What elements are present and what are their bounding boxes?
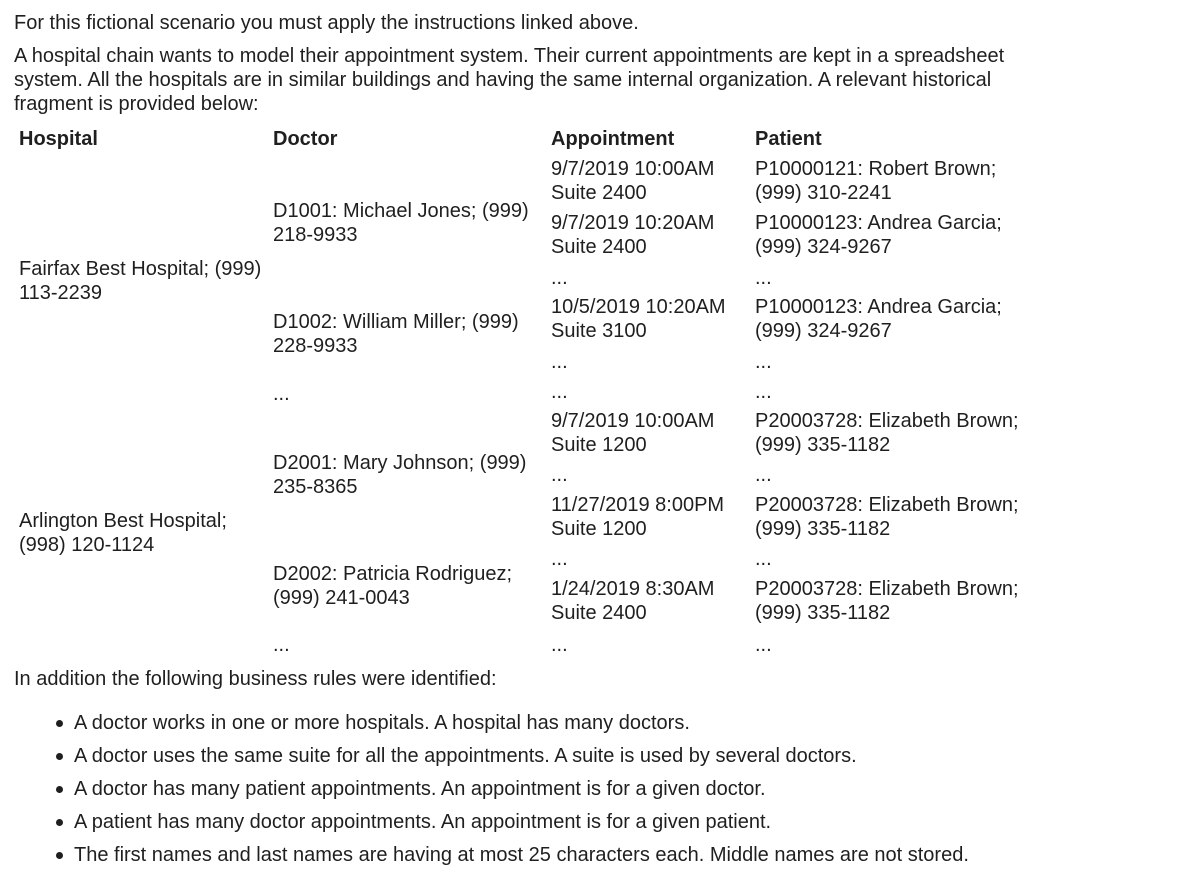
appointment-cell [551, 463, 568, 487]
hospital-name: Arlington Best Hospital; [19, 510, 227, 532]
appointment-datetime: 10/5/2019 10:20AM [551, 296, 726, 318]
patient-name: ... [755, 351, 772, 373]
header-appointment: Appointment [551, 128, 675, 150]
appointment-datetime: ... [551, 351, 568, 373]
patient-cell [755, 577, 1019, 625]
appointment-suite: Suite 3100 [551, 320, 647, 342]
appointment-cell [551, 211, 714, 259]
doctor-name: D1001: Michael Jones; (999) [273, 200, 529, 222]
header-doctor: Doctor [273, 128, 338, 150]
doctor-name: D2002: Patricia Rodriguez; [273, 563, 513, 585]
doctor-cell [273, 562, 512, 610]
patient-cell [755, 157, 996, 205]
business-rules-intro: In addition the following business rules were identified: [14, 668, 497, 690]
appointment-cell [551, 295, 726, 343]
patient-cell [755, 633, 772, 657]
rule-text: The first names and last names are having at most 25 characters each. Middle names are not stored. [74, 844, 969, 866]
doctor-name: ... [273, 634, 290, 656]
doctor-cell [273, 310, 519, 358]
appointment-suite: Suite 1200 [551, 434, 647, 456]
hospital-cell [19, 509, 227, 557]
patient-name: ... [755, 634, 772, 656]
appointment-datetime: ... [551, 267, 568, 289]
patient-phone: (999) 324-9267 [755, 236, 892, 258]
rule-text: A patient has many doctor appointments. An appointment is for a given patient. [74, 811, 772, 833]
appointment-suite: Suite 1200 [551, 518, 647, 540]
rule-text: A doctor works in one or more hospitals. A hospital has many doctors. [74, 712, 690, 734]
list-item [14, 810, 969, 843]
header-patient: Patient [755, 128, 822, 150]
patient-name: P20003728: Elizabeth Brown; [755, 410, 1019, 432]
list-item [14, 744, 969, 777]
patient-name: P20003728: Elizabeth Brown; [755, 494, 1019, 516]
hospital-phone: (998) 120-1124 [19, 534, 155, 556]
patient-name: ... [755, 381, 772, 403]
patient-phone: (999) 335-1182 [755, 518, 891, 540]
patient-phone: (999) 335-1182 [755, 602, 891, 624]
patient-cell [755, 547, 772, 571]
rule-text: A doctor uses the same suite for all the appointments. A suite is used by several doctors. [74, 745, 857, 767]
appointment-datetime: 9/7/2019 10:00AM [551, 158, 715, 180]
appointment-cell [551, 409, 714, 457]
appointment-suite: Suite 2400 [551, 182, 647, 204]
patient-cell [755, 295, 1002, 343]
appointment-cell [551, 350, 568, 374]
list-item [14, 711, 969, 744]
appointment-datetime: 1/24/2019 8:30AM [551, 578, 715, 600]
bullet-icon [56, 753, 63, 760]
patient-phone: (999) 324-9267 [755, 320, 892, 342]
bullet-icon [56, 720, 63, 727]
appointment-cell [551, 157, 714, 205]
appointment-datetime: ... [551, 634, 568, 656]
appointment-suite: Suite 2400 [551, 602, 647, 624]
doctor-name: D1002: William Miller; (999) [273, 311, 519, 333]
patient-name: P10000123: Andrea Garcia; [755, 296, 1002, 318]
patient-cell [755, 380, 772, 404]
doctor-cell [273, 451, 526, 499]
appointment-datetime: ... [551, 381, 568, 403]
bullet-icon [56, 786, 63, 793]
doctor-phone: 218-9933 [273, 224, 358, 246]
appointment-datetime: ... [551, 464, 568, 486]
list-item [14, 843, 969, 876]
doctor-phone: 228-9933 [273, 335, 358, 357]
patient-phone: (999) 335-1182 [755, 434, 891, 456]
bullet-icon [56, 852, 63, 859]
appointment-datetime: ... [551, 548, 568, 570]
rule-text: A doctor has many patient appointments. An appointment is for a given doctor. [74, 778, 766, 800]
patient-name: ... [755, 464, 772, 486]
doctor-cell [273, 199, 529, 247]
doctor-name: ... [273, 383, 290, 405]
patient-name: P10000121: Robert Brown; [755, 158, 997, 180]
doctor-phone: 235-8365 [273, 476, 358, 498]
doctor-cell [273, 633, 290, 657]
appointment-datetime: 9/7/2019 10:20AM [551, 212, 715, 234]
patient-name: P10000123: Andrea Garcia; [755, 212, 1002, 234]
appointment-cell [551, 577, 714, 625]
hospital-phone: 113-2239 [19, 282, 103, 304]
hospital-name: Fairfax Best Hospital; (999) [19, 258, 262, 280]
patient-cell [755, 463, 772, 487]
patient-name: P20003728: Elizabeth Brown; [755, 578, 1019, 600]
appointment-cell [551, 547, 568, 571]
patient-cell [755, 266, 772, 290]
intro-text: For this fictional scenario you must apply the instructions linked above. [14, 12, 639, 34]
list-item [14, 777, 969, 810]
appointment-suite: Suite 2400 [551, 236, 647, 258]
appointment-cell [551, 633, 568, 657]
doctor-cell [273, 382, 290, 406]
appointment-datetime: 11/27/2019 8:00PM [551, 494, 725, 516]
hospital-cell [19, 257, 261, 305]
bullet-icon [56, 819, 63, 826]
patient-cell [755, 211, 1002, 259]
doctor-phone: (999) 241-0043 [273, 587, 410, 609]
patient-cell [755, 350, 772, 374]
appointment-cell [551, 380, 568, 404]
patient-name: ... [755, 548, 772, 570]
header-hospital: Hospital [19, 128, 98, 150]
patient-cell [755, 409, 1019, 457]
appointment-cell [551, 493, 724, 541]
scenario-text: A hospital chain wants to model their appointment system. Their current appointments are kept in a spreadsheet system. All the hospitals are in similar buildings and having the same internal organization. A relevant historical fragment is provided below: [14, 45, 1005, 115]
appointment-cell [551, 266, 568, 290]
patient-name: ... [755, 267, 772, 289]
business-rules-list [14, 711, 969, 876]
patient-phone: (999) 310-2241 [755, 182, 892, 204]
doctor-name: D2001: Mary Johnson; (999) [273, 452, 527, 474]
appointment-datetime: 9/7/2019 10:00AM [551, 410, 715, 432]
patient-cell [755, 493, 1019, 541]
